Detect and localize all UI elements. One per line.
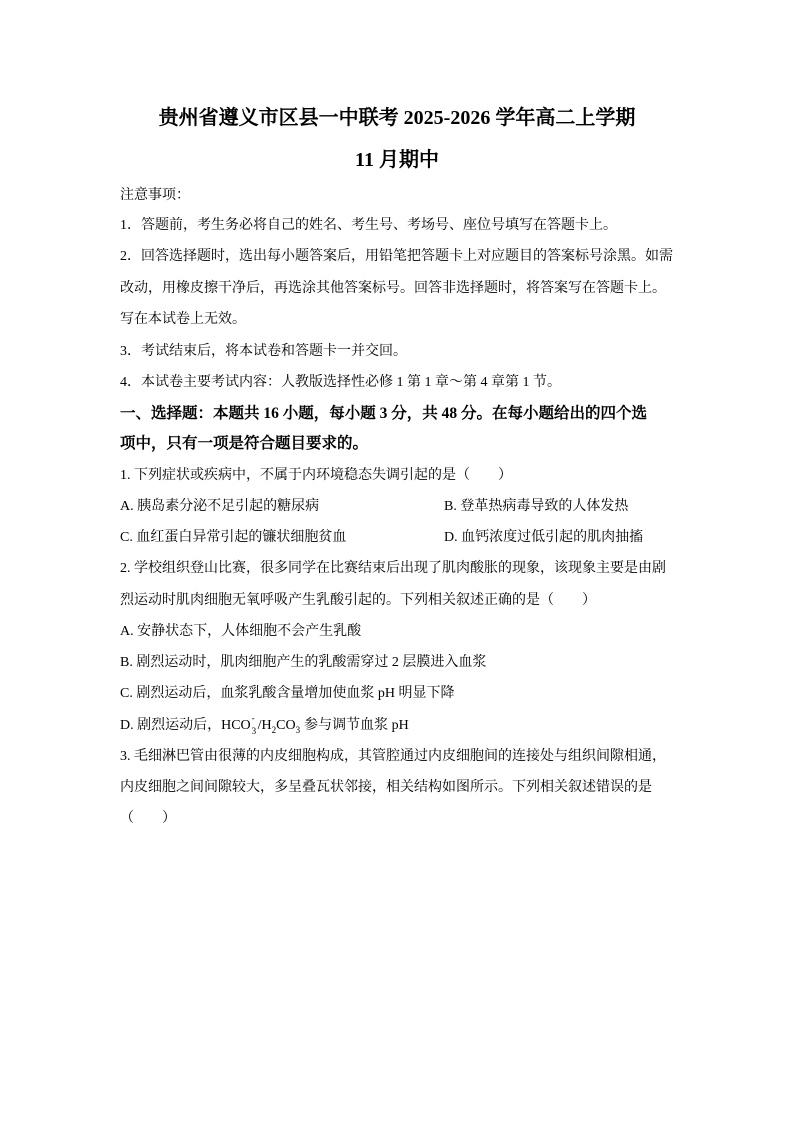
subscript-2: 2 <box>271 725 277 735</box>
option-d-prefix: D. 剧烈运动后，HCO <box>120 718 251 733</box>
question-1-stem: 1. 下列症状或疾病中，不属于内环境稳态失调引起的是（ ） <box>120 468 512 483</box>
question-1-option-a: A. 胰岛素分泌不足引起的糖尿病 <box>120 499 320 514</box>
section-heading-line-1: 一、选择题：本题共 16 小题，每小题 3 分，共 48 分。在每小题给出的四个选 <box>120 405 648 422</box>
option-d-mid-1: /H <box>257 718 272 733</box>
question-2-stem-line-1: 2. 学校组织登山比赛，很多同学在比赛结束后出现了肌肉酸胀的现象，该现象主要是由剧 <box>120 561 666 576</box>
notice-item-3: 3．考试结束后，将本试卷和答题卡一并交回。 <box>120 344 407 359</box>
question-3-stem-line-2: 内皮细胞之间间隙较大，多呈叠瓦状邻接，相关结构如图所示。下列相关叙述错误的是 <box>120 780 652 795</box>
question-1-option-c: C. 血红蛋白异常引起的镰状细胞贫血 <box>120 530 347 545</box>
notice-item-2-line-2: 改动，用橡皮擦干净后，再选涂其他答案标号。回答非选择题时，将答案写在答题卡上。 <box>120 281 666 296</box>
question-2-stem-line-2: 烈运动时肌肉细胞无氧呼吸产生乳酸引起的。下列相关叙述正确的是（ ） <box>120 593 596 608</box>
notice-item-1: 1．答题前，考生务必将自己的姓名、考生号、考场号、座位号填写在答题卡上。 <box>120 218 617 233</box>
notice-heading: 注意事项： <box>120 188 190 203</box>
subscript-3b: 3 <box>295 725 301 735</box>
notice-item-2-line-1: 2．回答选择题时，选出每小题答案后，用铅笔把答题卡上对应题目的答案标号涂黑。如需 <box>120 249 673 264</box>
exam-title-line-2: 11 月期中 <box>355 149 439 171</box>
exam-title-line-1: 贵州省遵义市区县一中联考 2025-2026 学年高二上学期 <box>158 107 636 129</box>
question-2-option-d <box>120 713 409 736</box>
question-2-option-b: B. 剧烈运动时，肌肉细胞产生的乳酸需穿过 2 层膜进入血浆 <box>120 655 487 670</box>
question-3-stem-line-1: 3. 毛细淋巴管由很薄的内皮细胞构成，其管腔通过内皮细胞间的连接处与组织间隙相通， <box>120 749 666 764</box>
section-heading-line-2: 项中，只有一项是符合题目要求的。 <box>120 435 369 452</box>
subscript-3: 3 <box>251 726 257 736</box>
question-1-option-d: D. 血钙浓度过低引起的肌肉抽搐 <box>444 530 644 545</box>
question-2-option-a: A. 安静状态下，人体细胞不会产生乳酸 <box>120 624 362 639</box>
question-2-option-c: C. 剧烈运动后，血浆乳酸含量增加使血浆 pH 明显下降 <box>120 686 455 701</box>
notice-item-4: 4．本试卷主要考试内容：人教版选择性必修 1 第 1 章～第 4 章第 1 节。 <box>120 375 561 390</box>
option-d-suffix: 参与调节血浆 pH <box>304 718 409 733</box>
question-1-option-b: B. 登革热病毒导致的人体发热 <box>444 499 629 514</box>
question-3-stem-line-3: （ ） <box>120 811 176 826</box>
superscript-charge: - <box>251 713 255 723</box>
bicarbonate-charge <box>251 713 258 736</box>
notice-item-2-line-3: 写在本试卷上无效。 <box>120 312 246 327</box>
option-d-mid-2: CO <box>276 718 296 733</box>
